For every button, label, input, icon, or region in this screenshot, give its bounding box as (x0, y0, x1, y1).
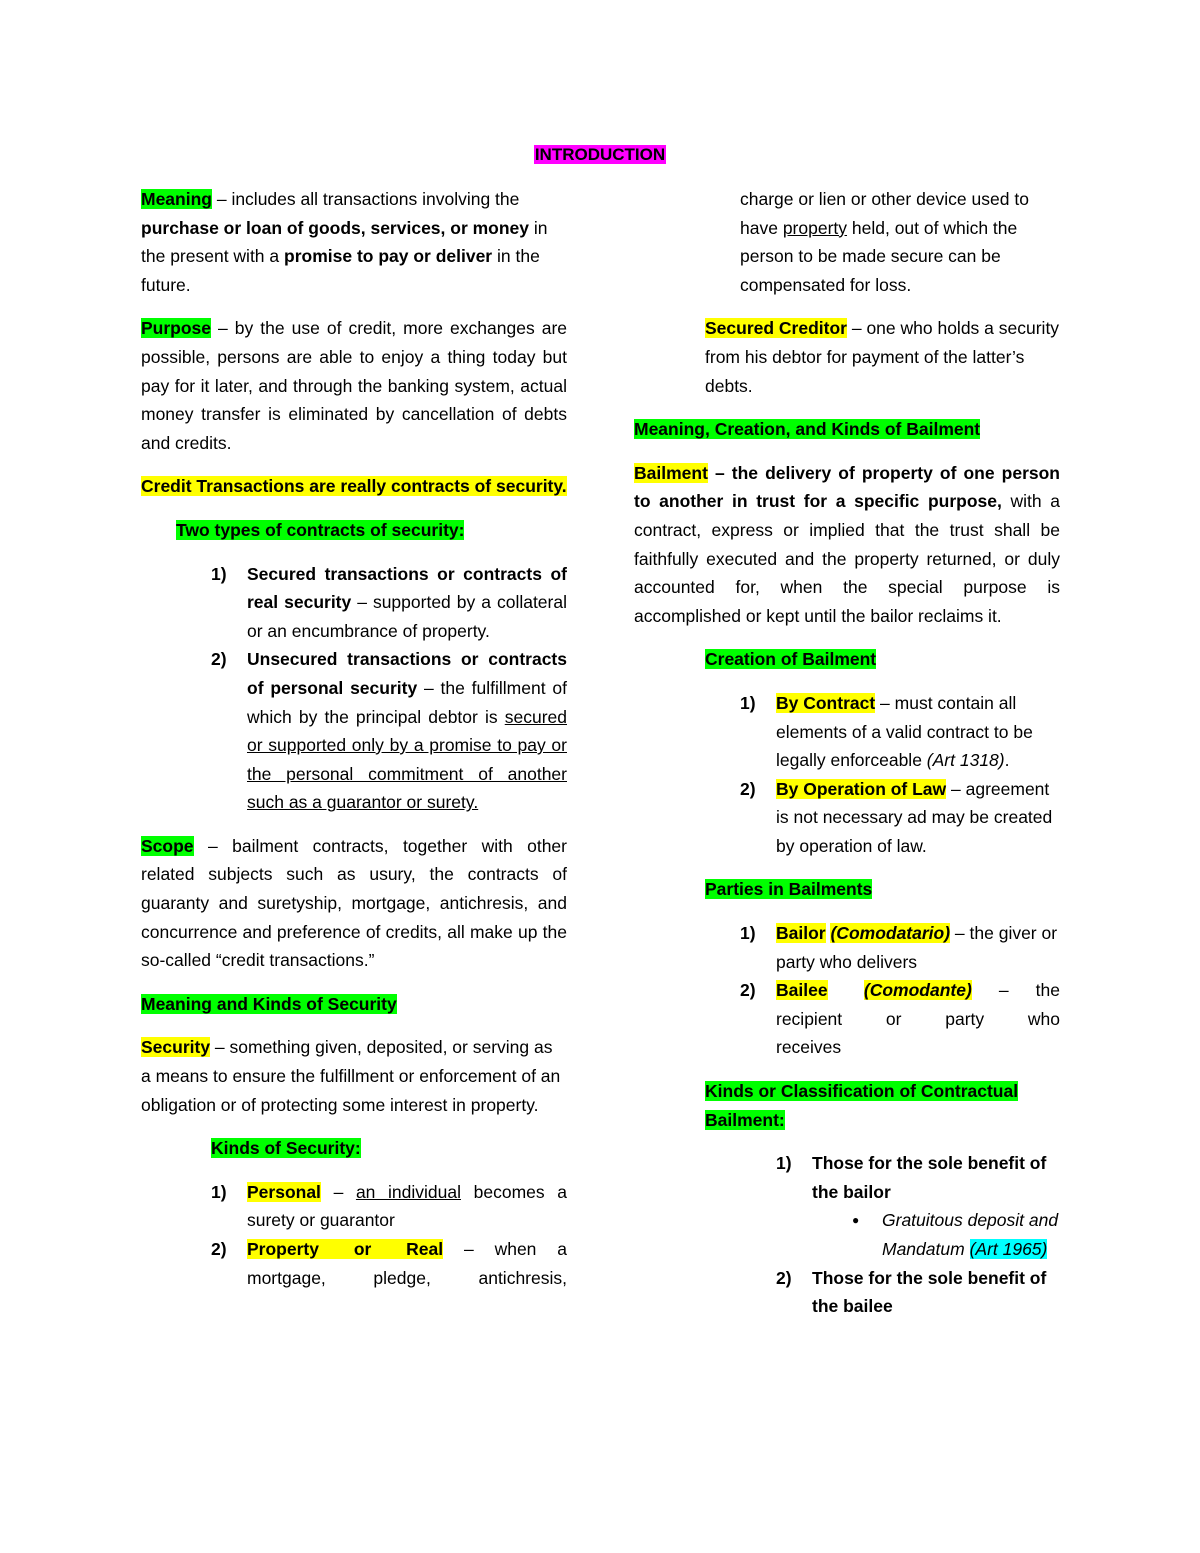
security-term: Security (141, 1037, 211, 1058)
page-title: INTRODUCTION (534, 145, 666, 164)
secured-creditor-term: Secured Creditor (705, 318, 847, 339)
parties-heading: Parties in Bailments (705, 879, 873, 900)
list-item: 2) By Operation of Law – agreement is not necessary ad may be created by operation of law. (740, 778, 1053, 856)
list-item: 2) Property or Real – when a mortgage, pledge, antichresis, (211, 1239, 567, 1288)
list-item: 1) By Contract – must contain all elements of a valid contract to be legally enforceable (Art 1318). (740, 692, 1033, 771)
meaning-kinds-heading: Meaning and Kinds of Security (141, 993, 397, 1014)
kinds-heading: Kinds of Security: (211, 1138, 361, 1159)
scope-term: Scope (141, 835, 194, 856)
list-item: ● Gratuitous deposit and Mandatum (Art 1965) (882, 1206, 1060, 1263)
contractual-kinds-list (634, 1149, 1060, 1321)
bailment-paragraph: Bailment – the delivery of property of one person to another in trust for a specific purpose, with a contract, express or implied that the trust shall be faithfully executed and the property returned, or duly accounted for, when the special purpose is accomplished or kept until the bailor reclaims it. (634, 462, 1061, 626)
security-paragraph: Security – something given, deposited, or serving as a means to ensure the fulfillment or enforcement of an obligation or of protecting some interest in property. (141, 1037, 561, 1115)
meaning-paragraph: Meaning – includes all transactions involving the purchase or loan of goods, services, or money in the present with a promise to pay or deliver in the future. (141, 189, 548, 295)
credit-heading: Credit Transactions are really contracts of security. (141, 476, 567, 497)
creation-list (634, 689, 1060, 861)
two-types-heading: Two types of contracts of security: (176, 519, 465, 540)
purpose-term: Purpose (141, 318, 212, 339)
kinds-list (141, 1178, 567, 1292)
purpose-paragraph: Purpose – by the use of credit, more exchanges are possible, persons are able to enjoy a thing today but pay for it later, and through the banking system, actual money transfer is eliminated by cancellation of debts and credits. (141, 318, 567, 453)
list-item: 2) Unsecured transactions or contracts of personal security – the fulfillment of which by the principal debtor is secured or supported only by a promise to pay or the personal commitment of another such as a guarantor or surety. (211, 649, 567, 813)
bailment-heading: Meaning, Creation, and Kinds of Bailment (634, 419, 981, 440)
list-item: 1) Secured transactions or contracts of real security – supported by a collateral or an encumbrance of property. (211, 563, 567, 641)
left-column (141, 185, 567, 1307)
list-item: 1) Bailor (Comodatario) – the giver or party who delivers (740, 923, 1058, 972)
right-column (634, 185, 1060, 1336)
bailment-term: Bailment (634, 462, 708, 483)
parties-list (634, 919, 1060, 1062)
list-item: 1) Personal – an individual becomes a surety or guarantor (211, 1181, 567, 1231)
list-item: 2) Those for the sole benefit of the bailee (776, 1267, 1047, 1317)
continuation-paragraph: charge or lien or other device used to have property held, out of which the person to be made secure can be compensated for loss. (740, 189, 1029, 295)
types-list (141, 560, 567, 817)
bullet-icon: ● (852, 1213, 860, 1228)
scope-paragraph: Scope – bailment contracts, together with other related subjects such as usury, the contracts of guaranty and suretyship, mortgage, antichresis, and concurrence and preference of credits, all make up the so-called “credit transactions.” (141, 835, 567, 971)
creation-heading: Creation of Bailment (705, 649, 877, 670)
secured-creditor-paragraph: Secured Creditor – one who holds a security from his debtor for payment of the latter’s debts. (705, 318, 1060, 396)
contractual-kinds-heading: Kinds or Classification of Contractual Bailment: (705, 1081, 1019, 1130)
bullet-list (812, 1206, 1060, 1263)
list-item: 1) Those for the sole benefit of the bailor ● Gratuitous deposit and Mandatum (Art 1965) (812, 1149, 1060, 1263)
list-item: 2) Bailee (Comodante) – the recipient or party who receives (740, 980, 1060, 1058)
meaning-term: Meaning (141, 189, 212, 209)
